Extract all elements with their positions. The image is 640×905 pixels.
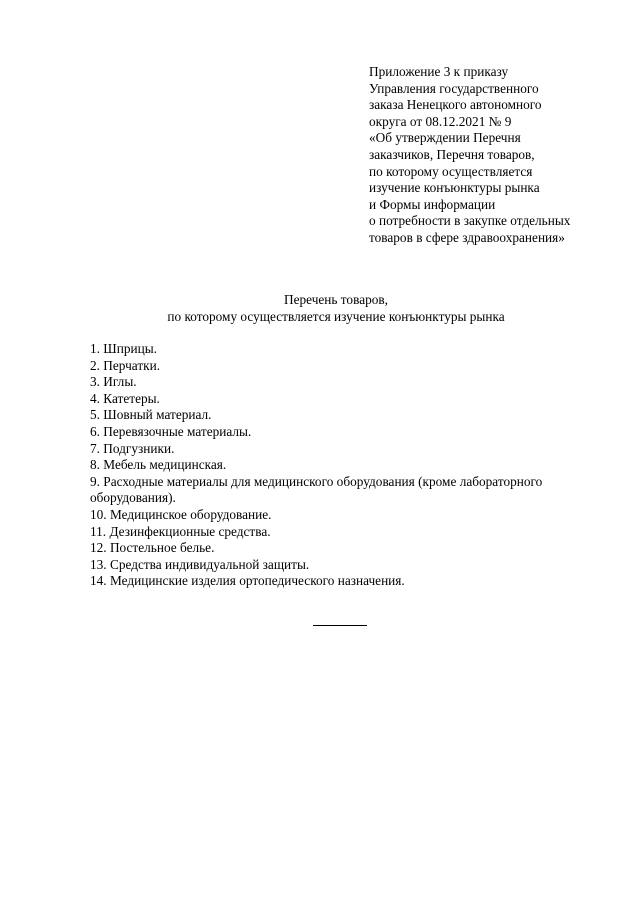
header-line: Управления государственного (369, 80, 539, 96)
list-item: 11. Дезинфекционные средства. (90, 523, 271, 539)
header-line: по которому осуществляется (369, 163, 533, 179)
header-line: и Формы информации (369, 196, 496, 212)
list-item: 10. Медицинское оборудование. (90, 506, 272, 522)
header-line: Приложение 3 к приказу (369, 64, 509, 79)
title-line-1: Перечень товаров, (283, 292, 388, 307)
list-item: 4. Катетеры. (90, 390, 160, 406)
header-line: заказа Ненецкого автономного (369, 97, 542, 113)
list-item: 2. Перчатки. (90, 357, 161, 373)
list-item: 9. Расходные материалы для медицинского оборудования (кроме лабораторного (90, 473, 543, 489)
goods-list (90, 341, 590, 590)
header-line: округа от 08.12.2021 № 9 (369, 113, 512, 129)
list-item: 12. Постельное белье. (90, 540, 215, 556)
appendix-header (369, 64, 629, 247)
list-item: 7. Подгузники. (90, 440, 175, 456)
list-item: 1. Шприцы. (90, 341, 157, 356)
list-item: 13. Средства индивидуальной защиты. (90, 556, 310, 572)
title-line-2: по которому осуществляется изучение конъюнктуры рынка (167, 308, 505, 324)
header-line: заказчиков, Перечня товаров, (369, 146, 535, 162)
header-line: о потребности в закупке отдельных (369, 213, 571, 229)
header-line: изучение конъюнктуры рынка (369, 180, 540, 196)
header-line: «Об утверждении Перечня (369, 130, 521, 146)
list-item: 6. Перевязочные материалы. (90, 423, 252, 439)
list-item: 3. Иглы. (90, 374, 137, 390)
list-item: 8. Мебель медицинская. (90, 457, 227, 473)
list-item-continuation: оборудования). (90, 490, 176, 506)
end-divider (313, 625, 367, 626)
document-title (0, 292, 640, 325)
header-line: товаров в сфере здравоохранения» (369, 229, 565, 245)
list-item: 14. Медицинские изделия ортопедического назначения. (90, 573, 405, 589)
list-item: 5. Шовный материал. (90, 407, 212, 423)
